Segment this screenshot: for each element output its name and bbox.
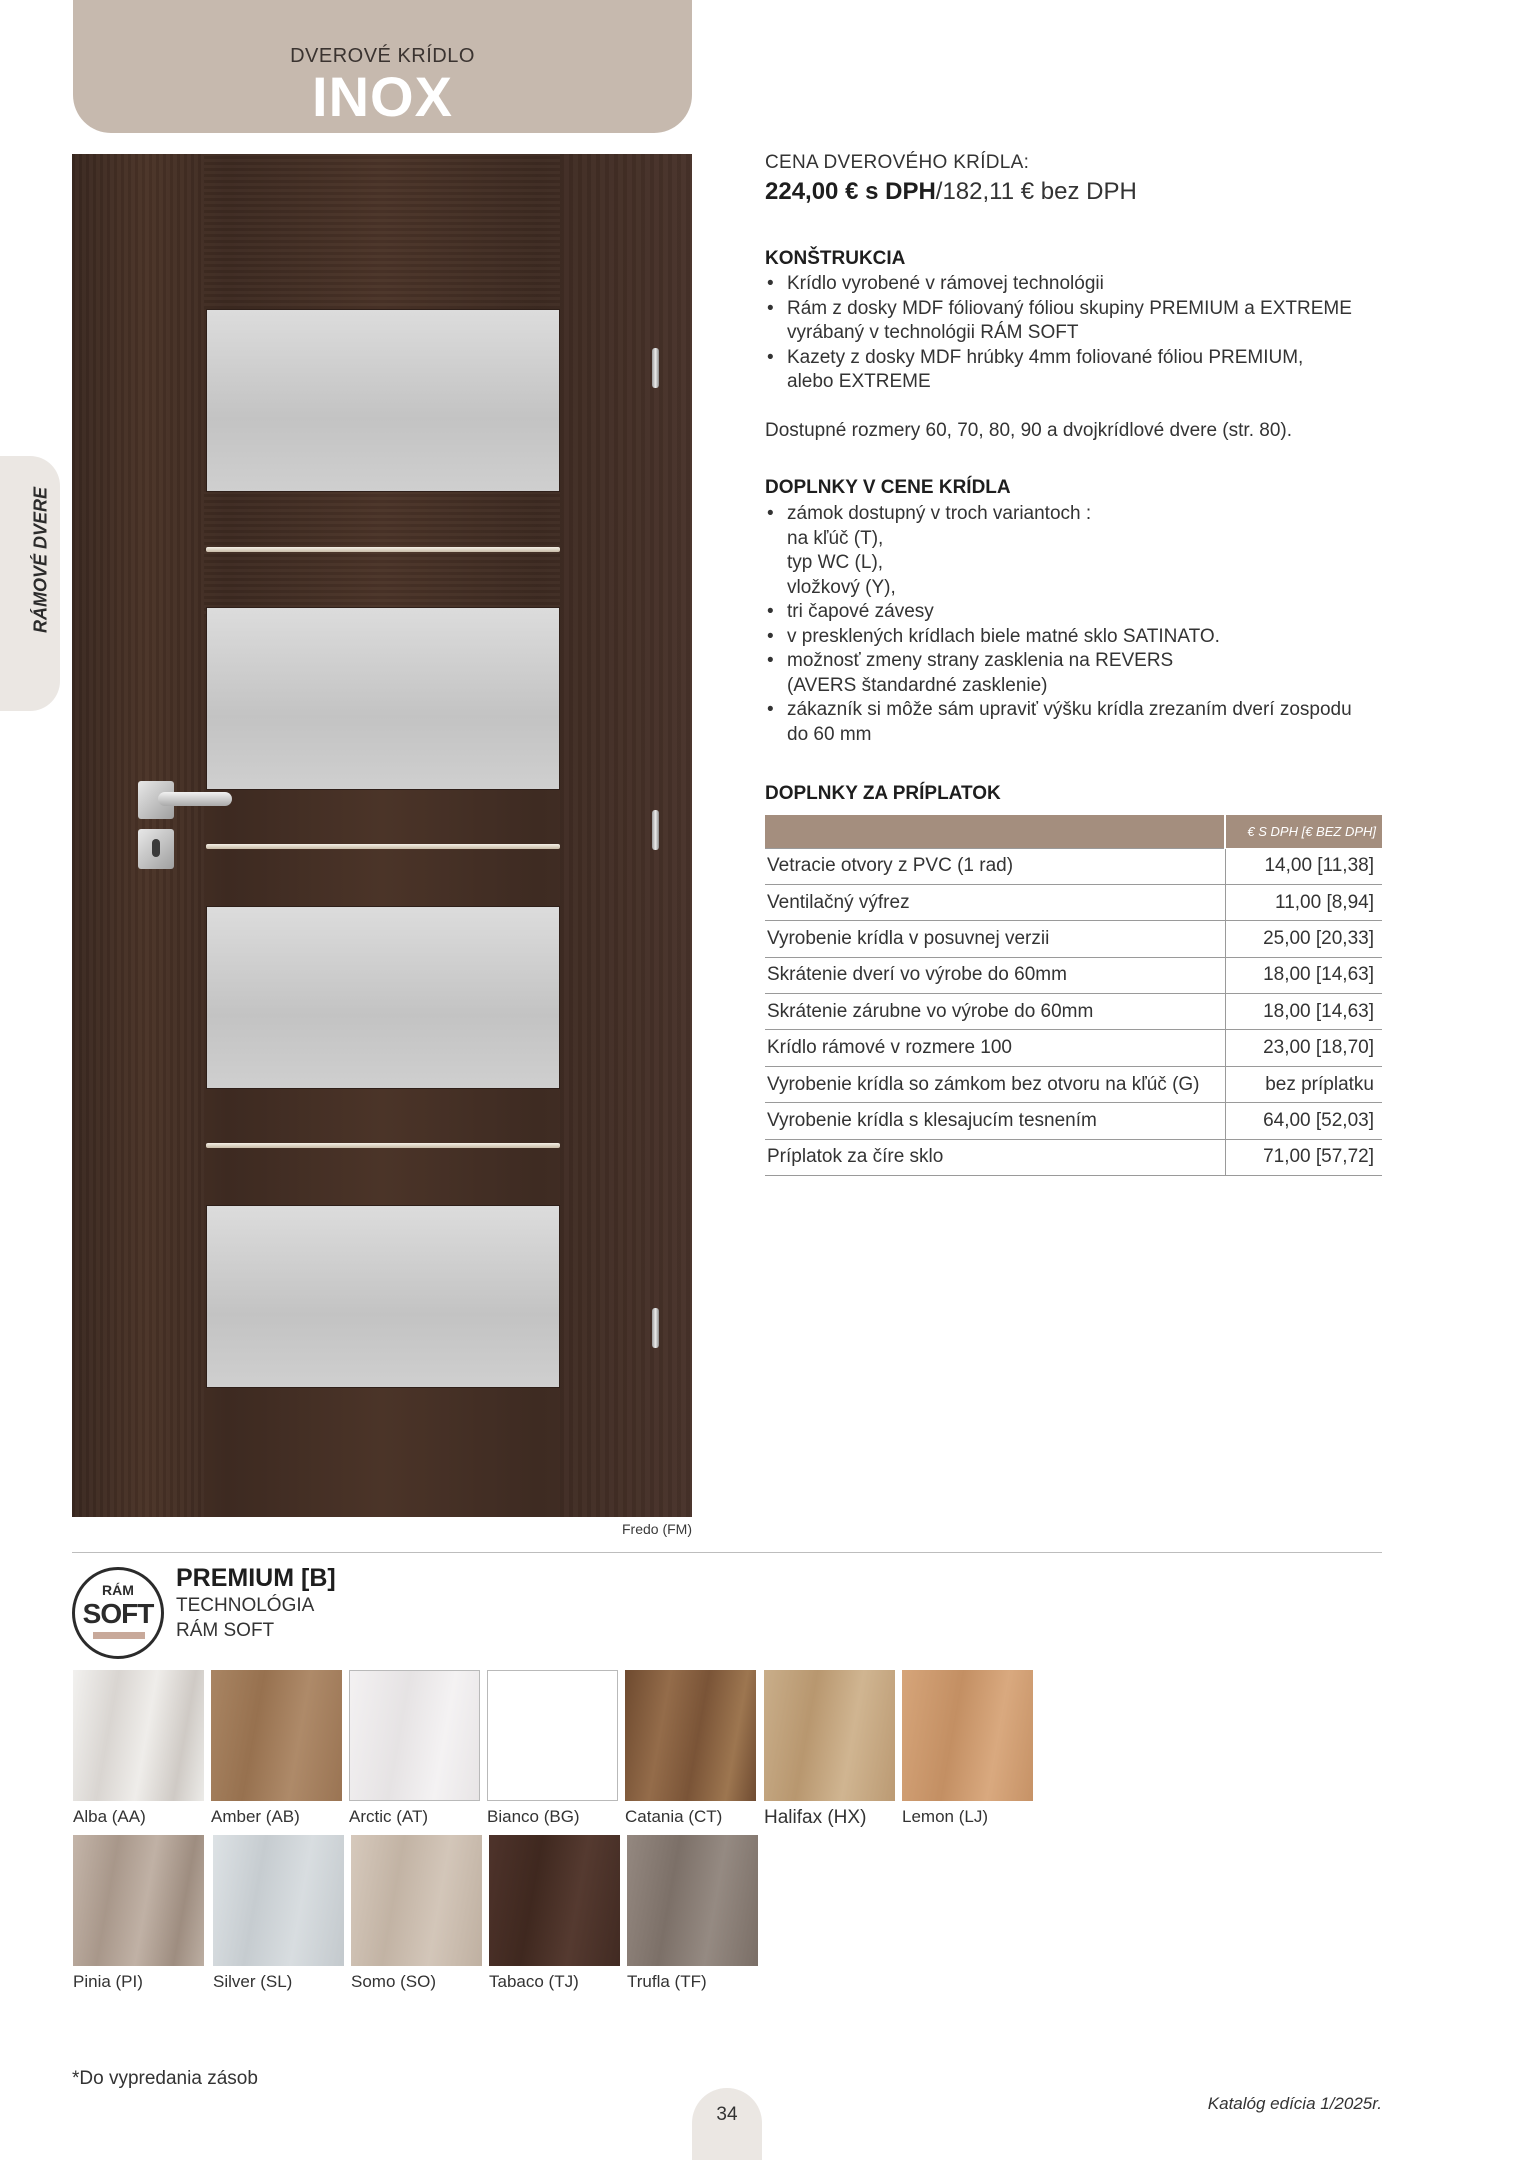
inox-strip	[206, 1143, 560, 1148]
swatch-label: Silver (SL)	[213, 1972, 293, 1991]
door-glass-panel	[206, 906, 560, 1089]
list-item-continued: do 60 mm	[787, 723, 872, 745]
surcharge-label: Vetracie otvory z PVC (1 rad)	[765, 848, 1225, 884]
list-item-continued: vložkový (Y),	[787, 576, 896, 598]
surcharge-price: 18,00 [14,63]	[1225, 994, 1382, 1030]
hinge	[652, 1308, 659, 1348]
door-top-rail	[204, 154, 560, 309]
included-heading: DOPLNKY V CENE KRÍDLA	[765, 477, 1011, 498]
surcharge-price: 64,00 [52,03]	[1225, 1103, 1382, 1139]
footnote: *Do vypredania zásob	[72, 2068, 258, 2089]
swatch-label: Pinia (PI)	[73, 1972, 143, 1991]
swatch-halifax	[764, 1670, 895, 1801]
price-with-vat: 224,00 € s DPH	[765, 178, 936, 205]
door-glass-panel	[206, 607, 560, 790]
swatch-pinia	[73, 1835, 204, 1966]
surcharge-price: 14,00 [11,38]	[1225, 848, 1382, 884]
surcharge-table	[765, 815, 1382, 1176]
door-handle	[158, 792, 232, 806]
list-item: • Kazety z dosky MDF hrúbky 4mm foliované fóliou PREMIUM,	[765, 346, 1405, 371]
inox-strip	[206, 844, 560, 849]
surcharge-label: Vyrobenie krídla v posuvnej verzii	[765, 921, 1225, 957]
list-item: • v presklených krídlach biele matné sklo SATINATO.	[765, 625, 1405, 650]
swatch-silver	[213, 1835, 344, 1966]
construction-heading: KONŠTRUKCIA	[765, 248, 906, 269]
included-list	[765, 502, 1405, 747]
header-subtitle: DVEROVÉ KRÍDLO	[290, 45, 475, 67]
list-item: • možnosť zmeny strany zasklenia na REVERS	[765, 649, 1405, 674]
price-line	[765, 178, 1137, 206]
hinge	[652, 810, 659, 850]
surcharge-label: Skrátenie dverí vo výrobe do 60mm	[765, 957, 1225, 993]
table-row	[765, 994, 1382, 1030]
table-header-label	[765, 815, 1225, 848]
swatch-label: Tabaco (TJ)	[489, 1972, 579, 1991]
swatch-label: Lemon (LJ)	[902, 1807, 988, 1826]
swatch-alba	[73, 1670, 204, 1801]
table-header-row	[765, 815, 1382, 848]
swatch-label: Trufla (TF)	[627, 1972, 707, 1991]
header-tab	[73, 0, 692, 133]
available-sizes: Dostupné rozmery 60, 70, 80, 90 a dvojkrídlové dvere (str. 80).	[765, 420, 1292, 441]
swatch-lemon	[902, 1670, 1033, 1801]
swatch-tabaco	[489, 1835, 620, 1966]
door-glass-panel	[206, 309, 560, 492]
list-item: • zámok dostupný v troch variantoch :	[765, 502, 1405, 527]
swatch-bianco	[487, 1670, 618, 1801]
surcharge-label: Ventilačný výfrez	[765, 884, 1225, 920]
surcharge-price: 71,00 [57,72]	[1225, 1139, 1382, 1175]
surcharge-price: bez príplatku	[1225, 1066, 1382, 1102]
swatch-amber	[211, 1670, 342, 1801]
swatch-arctic	[349, 1670, 480, 1801]
list-item: • tri čapové závesy	[765, 600, 1405, 625]
swatch-label: Somo (SO)	[351, 1972, 437, 1991]
swatch-catania	[625, 1670, 756, 1801]
list-item-continued: na kľúč (T),	[787, 527, 884, 549]
swatch-label: Alba (AA)	[73, 1807, 146, 1826]
list-item: • zákazník si môže sám upraviť výšku krídla zrezaním dverí zospodu	[765, 698, 1405, 723]
surcharge-label: Skrátenie zárubne vo výrobe do 60mm	[765, 994, 1225, 1030]
product-title: INOX	[312, 65, 453, 128]
list-item-continued: (AVERS štandardné zasklenie)	[787, 674, 1048, 696]
door-image	[72, 154, 692, 1517]
table-row	[765, 848, 1382, 884]
list-item-continued: alebo EXTREME	[787, 371, 931, 392]
logo-main-text: SOFT	[82, 1598, 154, 1629]
door-glass-panel	[206, 1205, 560, 1388]
swatch-trufla	[627, 1835, 758, 1966]
surcharge-price: 11,00 [8,94]	[1225, 884, 1382, 920]
construction-list	[765, 272, 1405, 395]
table-row	[765, 1103, 1382, 1139]
swatch-label: Arctic (AT)	[349, 1807, 429, 1826]
table-row	[765, 957, 1382, 993]
table-row	[765, 1139, 1382, 1175]
hinge	[652, 348, 659, 388]
logo-bar	[93, 1632, 145, 1639]
list-item: • Krídlo vyrobené v rámovej technológii	[765, 272, 1405, 297]
table-row	[765, 1066, 1382, 1102]
swatch-somo	[351, 1835, 482, 1966]
side-tab-label: RÁMOVÉ DVERE	[30, 486, 51, 634]
door-middle-rail	[204, 492, 560, 617]
premium-title: PREMIUM [B]	[176, 1564, 336, 1592]
table-row	[765, 921, 1382, 957]
table-row	[765, 1030, 1382, 1066]
table-header-price: € S DPH [€ BEZ DPH]	[1225, 815, 1382, 848]
swatch-label: Amber (AB)	[211, 1807, 300, 1826]
surcharge-label: Vyrobenie krídla so zámkom bez otvoru na kľúč (G)	[765, 1066, 1225, 1102]
door-caption: Fredo (FM)	[622, 1521, 692, 1537]
price-label: CENA DVEROVÉHO KRÍDLA:	[765, 152, 1030, 173]
logo-top-text: RÁM	[102, 1582, 134, 1598]
list-item-continued: typ WC (L),	[787, 552, 884, 573]
surcharge-label: Príplatok za číre sklo	[765, 1139, 1225, 1175]
premium-subtitle	[176, 1593, 314, 1643]
list-item: • Rám z dosky MDF fóliovaný fóliou skupiny PREMIUM a EXTREME	[765, 297, 1405, 322]
page-number-tab	[692, 2088, 762, 2160]
section-divider	[72, 1552, 1382, 1553]
price-without-vat: /182,11 € bez DPH	[935, 178, 1137, 205]
list-item-continued: vyrábaný v technológii RÁM SOFT	[787, 322, 1079, 343]
premium-sub-line: RÁM SOFT	[176, 1620, 275, 1641]
surcharge-price: 25,00 [20,33]	[1225, 921, 1382, 957]
swatch-label: Catania (CT)	[625, 1807, 723, 1826]
surcharge-price: 18,00 [14,63]	[1225, 957, 1382, 993]
door-stile-right	[560, 154, 692, 1517]
surcharge-label: Krídlo rámové v rozmere 100	[765, 1030, 1225, 1066]
premium-sub-line: TECHNOLÓGIA	[176, 1595, 315, 1616]
ram-soft-logo	[72, 1567, 164, 1659]
catalog-edition: Katalóg edícia 1/2025r.	[1207, 2094, 1382, 2113]
swatch-label: Halifax (HX)	[764, 1807, 867, 1828]
page-number: 34	[716, 2104, 738, 2125]
surcharge-label: Vyrobenie krídla s klesajucím tesnením	[765, 1103, 1225, 1139]
surcharge-price: 23,00 [18,70]	[1225, 1030, 1382, 1066]
table-row	[765, 884, 1382, 920]
keyhole	[152, 839, 160, 857]
surcharges-heading: DOPLNKY ZA PRÍPLATOK	[765, 783, 1001, 804]
swatch-label: Bianco (BG)	[487, 1807, 580, 1826]
inox-strip	[206, 547, 560, 552]
